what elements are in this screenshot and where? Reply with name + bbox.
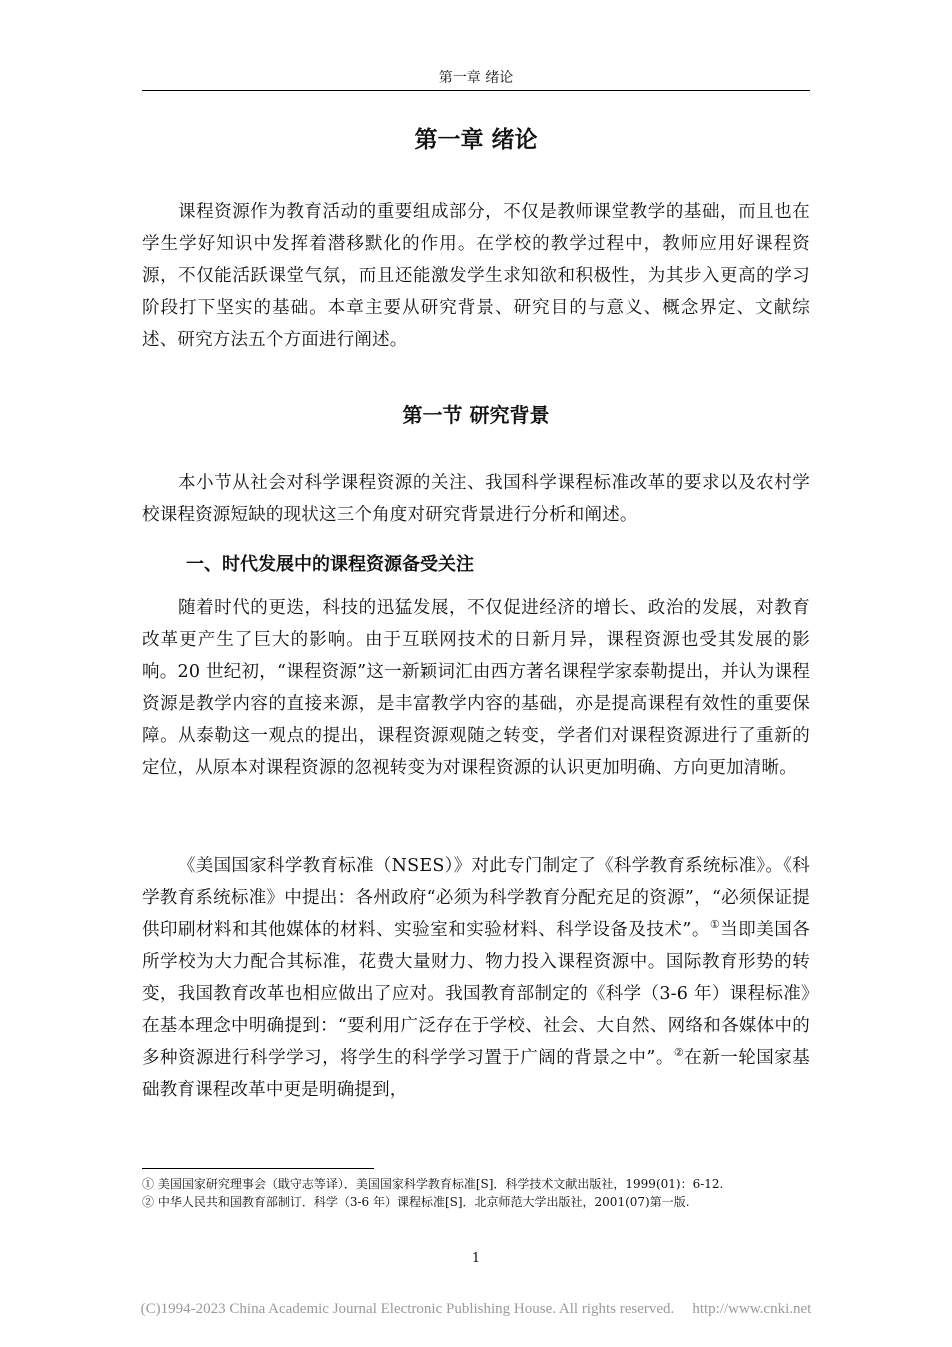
footnote-1: ① 美国国家研究理事会（戢守志等译）．美国国家科学教育标准[S]．科学技术文献出版社，1999(01)：6-12. [142, 1177, 724, 1191]
chapter-title: 第一章 绪论 [414, 127, 538, 153]
paragraph-2-part-c: 在新一轮国家基础教育课程改革中更是明确提到， [142, 1048, 810, 1100]
footnote-marker-1: ① [709, 918, 721, 932]
body-paragraph-2 [142, 850, 810, 1106]
section-intro-paragraph: 本小节从社会对科学课程资源的关注、我国科学课程标准改革的要求以及农村学校课程资源短缺的现状这三个角度对研究背景进行分析和阐述。 [142, 473, 810, 525]
copyright-url: http://www.cnki.net [692, 1301, 812, 1317]
running-header: 第一章 绪论 [438, 70, 514, 86]
paragraph-2-part-b: 当即美国各所学校为大力配合其标准，花费大量财力、物力投入课程资源中。国际教育形势的转变，我国教育改革也相应做出了应对。我国教育部制定的《科学（3-6 年）课程标准》在基本理念中明确提到：“要利用广泛存在于学校、社会、大自然、网络和各媒体中的多种资源进行科学学习，将学生的科学学习置于广阔的背景之中”。 [142, 920, 810, 1068]
footnote-marker-2: ② [673, 1046, 685, 1060]
subsection-title: 一、时代发展中的课程资源备受关注 [186, 554, 474, 575]
body-paragraph-1: 随着时代的更迭，科技的迅猛发展，不仅促进经济的增长、政治的发展，对教育改革更产生了巨大的影响。由于互联网技术的日新月异，课程资源也受其发展的影响。20 世纪初，“课程资源”这一新颖词汇由西方著名课程学家泰勒提出，并认为课程资源是教学内容的直接来源，是丰富教学内容的基础，亦是提高课程有效性的重要保障。从泰勒这一观点的提出，课程资源观随之转变，学者们对课程资源进行了重新的定位，从原本对课程资源的忽视转变为对课程资源的认识更加明确、方向更加清晰。 [142, 598, 810, 778]
header-rule [142, 90, 810, 91]
section-title: 第一节 研究背景 [402, 403, 550, 427]
paragraph-2-part-a: 《美国国家科学教育标准（NSES）》对此专门制定了《科学教育系统标准》。《科学教育系统标准》中提出：各州政府“必须为科学教育分配充足的资源”，“必须保证提供印刷材料和其他媒体的材料、实验室和实验材料、科学设备及技术”。 [142, 856, 810, 940]
footnotes [142, 1176, 810, 1212]
footnote-2: ② 中华人民共和国教育部制订．科学（3-6 年）课程标准[S]．北京师范大学出版社，2001(07)第一版. [142, 1195, 690, 1209]
footnote-rule [142, 1168, 374, 1169]
page-number: 1 [471, 1251, 481, 1266]
copyright-footer [0, 1299, 952, 1319]
chapter-intro-paragraph: 课程资源作为教育活动的重要组成部分，不仅是教师课堂教学的基础，而且也在学生学好知识中发挥着潜移默化的作用。在学校的教学过程中，教师应用好课程资源，不仅能活跃课堂气氛，而且还能激发学生求知欲和积极性，为其步入更高的学习阶段打下坚实的基础。本章主要从研究背景、研究目的与意义、概念界定、文献综述、研究方法五个方面进行阐述。 [142, 202, 810, 350]
copyright-notice: (C)1994-2023 China Academic Journal Electronic Publishing House. All rights reserved. [140, 1301, 675, 1317]
